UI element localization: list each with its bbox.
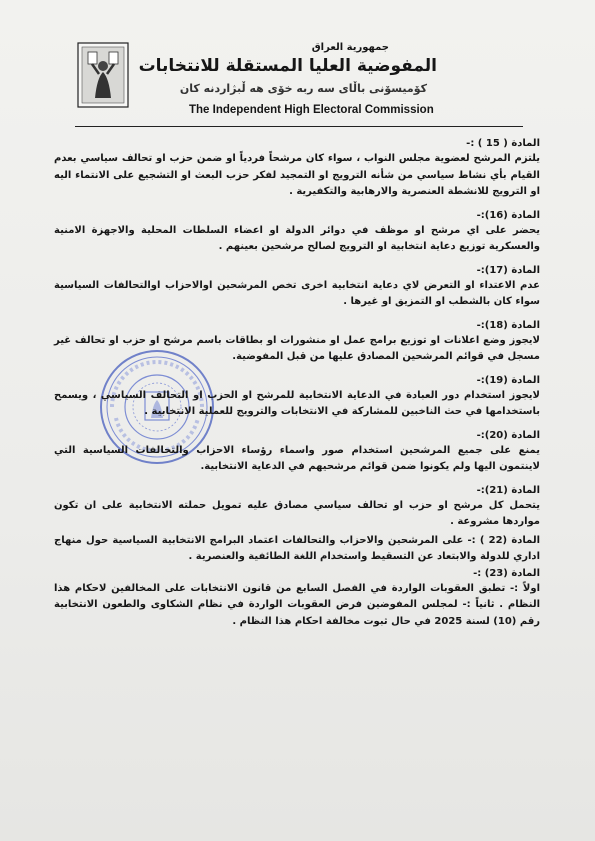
article-body: يحضر على اي مرشح او موظف في دوائر الدولة او اعضاء السلطات المحلية والاجهزة الامنية والعسكرية توزيع دعاية انتخابية او الترويج لصالح مرشحين بعينهم . (54, 224, 540, 252)
article-body: يلتزم المرشح لعضوية مجلس النواب ، سواء كان مرشحاً فردياً او ضمن حزب او تحالف سياسي بعدم القيام بأي نشاط سياسي من شأنه الترويج او التمجيد لفكر حزب البعث او التشجيع على الانتماء اليه او الترويج للانشطة العنصرية والارهابية والتكفيرية . (54, 153, 540, 197)
article-title: المادة (17):- (476, 264, 540, 276)
article-title: المادة (19):- (476, 374, 540, 386)
article-body: لايجوز استخدام دور العبادة في الدعاية الانتخابية للمرشح او الحزب او التحالف السياسي ، ويسمح باستخدامها في حث الناخبين للمشاركة في الانتخابات والترويج للعملية الانتخابية . (54, 389, 540, 417)
article-title: المادة ( 15 ) :- (466, 138, 540, 149)
article-16 (54, 210, 540, 256)
letterhead (75, 34, 523, 127)
article-body: المادة (22 ) :- على المرشحين والاحزاب والتحالفات اعتماد البرامج الانتخابية السياسية حول منهاج اداري للدولة والابتعاد عن التسقيط واستخدام اللغة الطائفية والعنصرية . (54, 534, 540, 562)
article-title: المادة (20):- (476, 429, 540, 441)
article-title: المادة (18):- (476, 319, 540, 331)
article-body: يتحمل كل مرشح او حزب او تحالف سياسي مصادق عليه تمويل حملته الانتخابية على ان تكون مواردها مشروعة . (54, 499, 540, 527)
article-body: يمنع على جميع المرشحين استخدام صور واسماء رؤساء الاحزاب والتحالفات السياسية التي لاينتمون اليها ولم يكونوا ضمن قوائم مرشحيهم في الدعاية الانتخابية. (54, 444, 540, 472)
article-body: لايجوز وضع اعلانات او توزيع برامج عمل او منشورات او بطاقات باسم مرشح او حزب او تحالف غير مسجل في قوائم المرشحين المصادق عليها من قبل المفوضية. (54, 334, 540, 362)
commission-name-english: The Independent High Electoral Commission (189, 104, 434, 116)
article-title: المادة (16):- (476, 209, 540, 221)
article-21 (54, 485, 540, 531)
article-20 (54, 430, 540, 476)
commission-name-kurdish: كۆميسۆنی باڵای سه ربه خۆی هه ڵبژاردنه كان (179, 82, 427, 95)
commission-logo-icon (77, 42, 129, 108)
article-17 (54, 265, 540, 311)
article-title: المادة (23) :- (473, 567, 540, 579)
article-18 (54, 320, 540, 366)
articles-list (54, 138, 540, 639)
article-19 (54, 375, 540, 421)
article-15 (54, 138, 540, 201)
article-22 (54, 533, 540, 566)
article-body: اولاً :- تطبق العقوبات الواردة في الفصل السابع من قانون الانتخابات على المخالفين لاحكام هذا النظام . ثانياً :- لمجلس المفوضين فرض العقوبات الواردة في نظام الشكاوى والطعون الانتخابية رقم (10) لسنة 2025 في حال ثبوت مخالفة احكام هذا النظام . (54, 582, 540, 627)
article-title: المادة (21):- (476, 484, 540, 496)
article-body: عدم الاعتداء او التعرض لاي دعاية انتخابية اخرى تخص المرشحين اوالاحزاب اوالتحالفات السياسية سواء كان بالشطب او التمزيق او غيرها . (54, 279, 540, 307)
article-23 (54, 568, 540, 631)
republic-title: جمهورية العراق (311, 42, 389, 53)
commission-name-arabic: المفوضية العليا المستقلة للانتخابات (138, 56, 437, 76)
